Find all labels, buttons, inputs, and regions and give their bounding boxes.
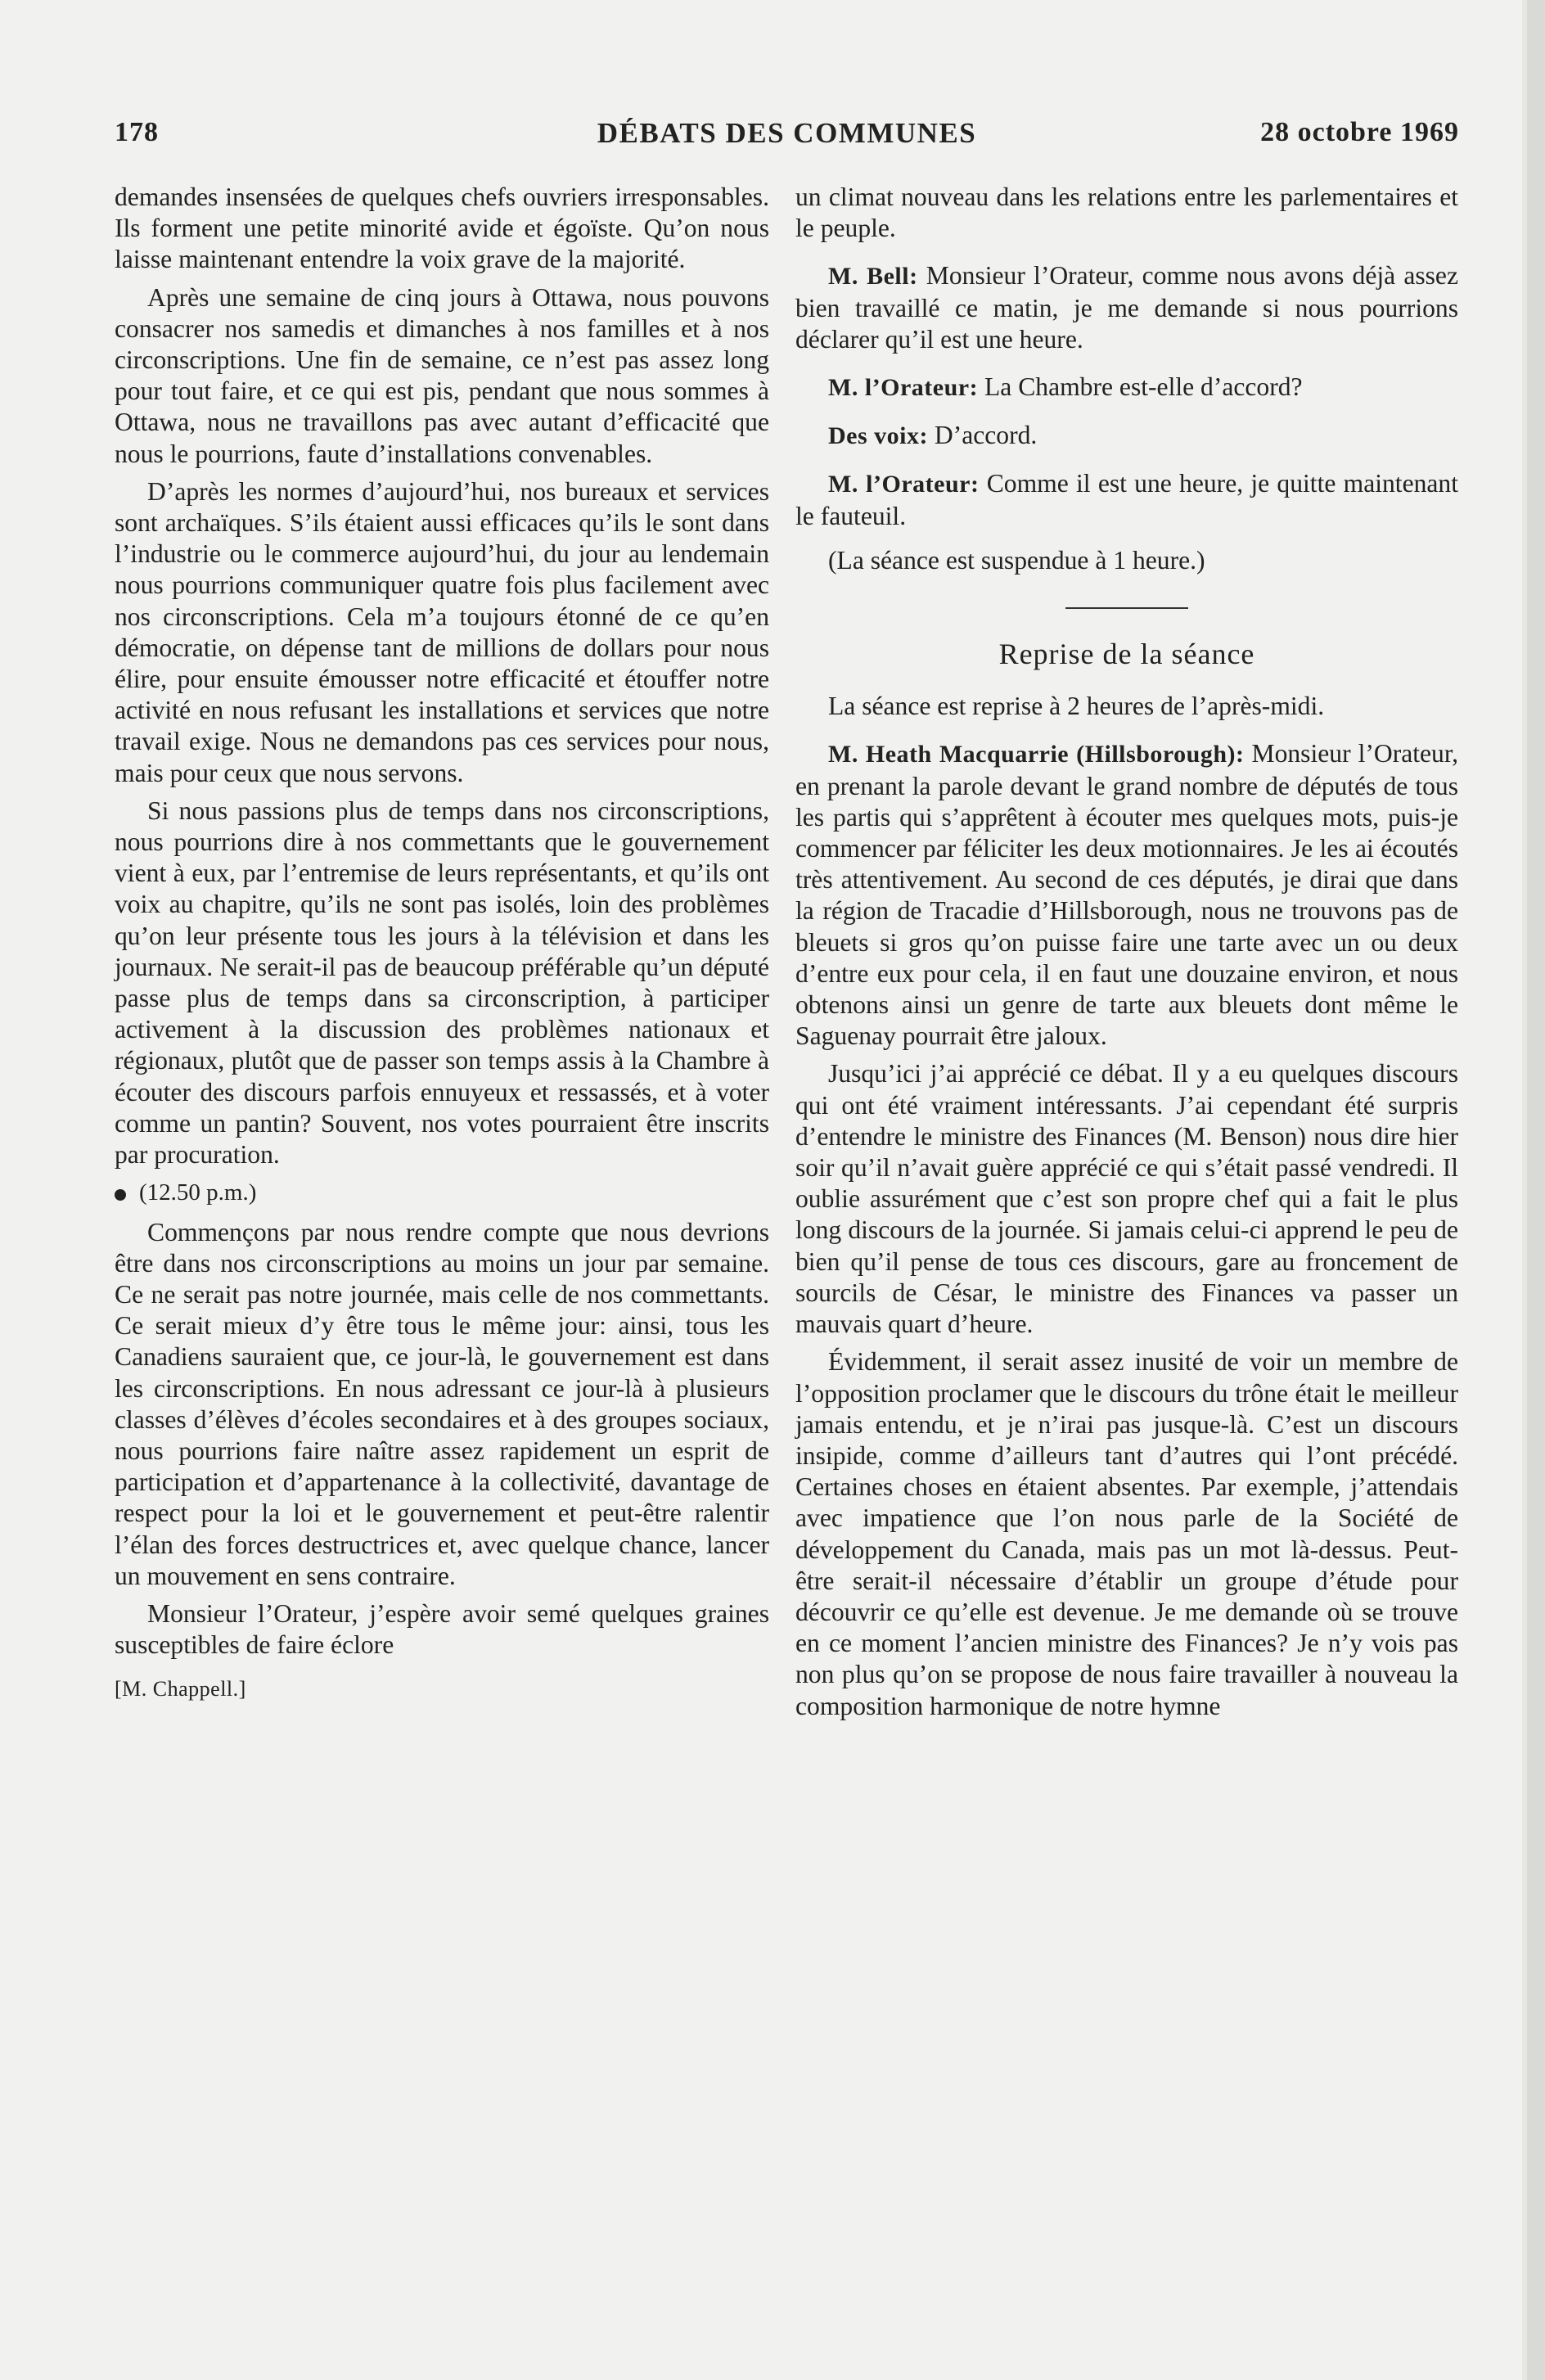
paragraph: un climat nouveau dans les relations entre les parlementaires et le peuple. xyxy=(795,183,1458,243)
time-marker-text: (12.50 p.m.) xyxy=(139,1179,257,1206)
time-marker xyxy=(115,1177,769,1208)
paragraph: Après une semaine de cinq jours à Ottawa, nous pouvons consacrer nos samedis et dimanches à nos familles et à nos circonscriptions. Une fin de semaine, ce n’est pas assez long pour tout faire, et ce qui est pis, pendant que nous sommes à Ottawa, nous ne travaillons pas avec autant d’efficacité que nous le pourrions, faute d’installations convenables. xyxy=(115,282,769,468)
speaker-name: M. Heath Macquarrie (Hillsborough): xyxy=(828,741,1245,769)
section-heading: Reprise de la séance xyxy=(998,638,1255,671)
paragraph: D’après les normes d’aujourd’hui, nos bureaux et services sont archaïques. S’ils étaient aussi efficaces qu’ils le sont dans l’industrie ou le commerce aujourd’hui, du jour au lendemain nous pourrions communiquer quatre fois plus facilement avec nos circonscriptions. Cela m’a toujours étonné de ce qu’en démocratie, on dépense tant de millions de dollars pour nous élire, pour ensuite émousser notre efficacité et étouffer notre activité en nous refusant les installations et services que notre travail exige. Nous ne demandons pas ces services pour nous, mais pour ceux que nous servons. xyxy=(115,476,769,787)
paragraph: La séance est reprise à 2 heures de l’après-midi. xyxy=(828,692,1325,721)
speaker-name: M. Bell: xyxy=(828,263,918,291)
speech-voix xyxy=(795,420,1458,452)
speaker-name: Des voix: xyxy=(828,422,928,450)
paragraph: Jusqu’ici j’ai apprécié ce débat. Il y a eu quelques discours qui ont été vraiment intéressants. J’ai cependant été surpris d’entendre le ministre des Finances (M. Benson) nous dire hier soir qu’il n’avait guère apprécié ce qui s’était passé vendredi. Il oublie assurément que c’est son propre chef qui a fait le plus long discours de la journée. Si jamais celui-ci apprend le peu de bien qu’il pense de tous ces discours, gare au froncement de sourcils de César, le ministre des Finances va passer un mauvais quart d’heure. xyxy=(795,1059,1458,1339)
paragraph: Commençons par nous rendre compte que nous devrions être dans nos circonscriptions au moins un jour par semaine. Ce ne serait pas notre journée, mais celle de nos commettants. Ce serait mieux d’y être tous le même jour: ainsi, tous les Canadiens sauraient que, ce jour-là, le gouvernement est dans les circonscriptions. En nous adressant ce jour-là à plusieurs classes d’élèves d’écoles secondaires et à des groupes sociaux, nous pourrions faire naître assez rapidement un esprit de participation et d’appartenance à la collectivité, davantage de respect pour la loi et le gouvernement et peut-être ralentir l’élan des forces destructrices et, avec quelque chance, lancer un mouvement en sens contraire. xyxy=(115,1217,769,1590)
speech-orateur xyxy=(795,468,1458,531)
paragraph: Monsieur l’Orateur, j’espère avoir semé quelques graines susceptibles de faire éclore xyxy=(115,1598,769,1660)
section-divider xyxy=(1065,607,1188,609)
bullet-icon xyxy=(115,1189,126,1201)
right-column xyxy=(795,182,1458,1729)
issue-date: 28 octobre 1969 xyxy=(1260,117,1459,147)
speech-heath xyxy=(795,738,1458,1052)
speaker-reference: [M. Chappell.] xyxy=(115,1677,246,1702)
speech-bell xyxy=(795,260,1458,355)
speech-text: La Chambre est-elle d’accord? xyxy=(984,372,1303,402)
left-column xyxy=(115,182,769,1706)
speech-text: Monsieur l’Orateur, comme nous avons déjà assez bien travaillé ce matin, je me demande si nous pourrions déclarer qu’il est une heure. xyxy=(795,261,1458,354)
paragraph: Si nous passions plus de temps dans nos circonscriptions, nous pourrions dire à nos commettants que le gouvernement vient à eux, par l’entremise de leurs représentants, et qu’ils ont voix au chapitre, qu’ils ne sont pas isolés, loin des problèmes qu’on leur présente tous les jours à la télévision et dans les journaux. Ne serait-il pas de beaucoup préférable qu’un député passe plus de temps dans sa circonscription, à participer activement à la discussion des problèmes nationaux et régionaux, plutôt que de passer son temps assis à la Chambre à écouter des discours parfois ennuyeux et ressassés, et à voter comme un pantin? Souvent, nos votes pourraient être inscrits par procuration. xyxy=(115,796,769,1170)
running-header xyxy=(115,117,1459,153)
speech-text: Comme il est une heure, je quitte maintenant le fauteuil. xyxy=(795,469,1458,530)
page-edge xyxy=(1527,0,1545,2380)
publication-title: DÉBATS DES COMMUNES xyxy=(597,117,977,149)
speech-text: Monsieur l’Orateur, en prenant la parole devant le grand nombre de députés de tous les partis qui s’apprêtent à écouter mes quelques mots, puis-je commencer par féliciter les deux motionnaires. Je les ai écoutés très attentivement. Au second de ces députés, je dirai que dans la région de Tracadie d’Hillsborough, nous ne trouvons pas de bleuets si gros qu’on puisse faire une tarte avec un ou deux d’entre eux pour cela, il en faut une douzaine environ, et nous obtenons ainsi un genre de tarte aux bleuets dont même le Saguenay pourrait être jaloux. xyxy=(795,739,1458,1051)
page-number: 178 xyxy=(115,117,159,147)
paragraph: demandes insensées de quelques chefs ouvriers irresponsables. Ils forment une petite minorité avide et égoïste. Qu’on nous laisse maintenant entendre la voix grave de la majorité. xyxy=(115,183,769,274)
speaker-name: M. l’Orateur: xyxy=(828,374,979,402)
suspension-note: (La séance est suspendue à 1 heure.) xyxy=(828,545,1205,575)
paragraph: Évidemment, il serait assez inusité de voir un membre de l’opposition proclamer que le discours du trône était le meilleur jamais entendu, et je n’irai pas jusque-là. C’est un discours insipide, comme d’ailleurs tant d’autres qui l’ont précédé. Certaines choses en étaient absentes. Par exemple, j’attendais avec impatience que l’on nous parle de la Société de développement du Canada, mais pas un mot là-dessus. Peut-être serait-il nécessaire d’établir un groupe d’étude pour découvrir ce qu’elle est devenue. Je me demande où se trouve en ce moment l’ancien ministre des Finances? Je n’y vois pas non plus qu’on se propose de nous faire travailler à nouveau la composition harmonique de notre hymne xyxy=(795,1347,1458,1720)
speech-orateur xyxy=(795,372,1458,403)
speaker-name: M. l’Orateur: xyxy=(828,471,980,498)
speech-text: D’accord. xyxy=(934,421,1038,450)
